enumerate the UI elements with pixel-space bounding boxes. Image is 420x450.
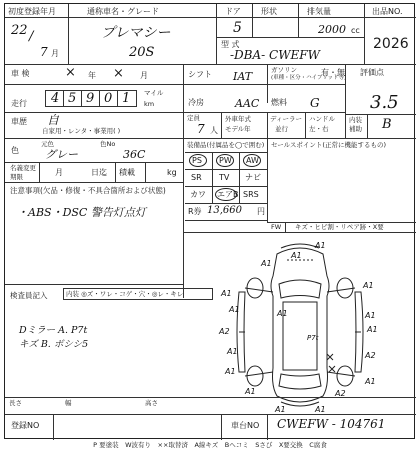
dealer-label: ディーラー bbox=[270, 115, 302, 123]
notes-line-1: ・ABS・DSC 警告灯点灯 bbox=[17, 206, 146, 219]
score-label: 評価点 bbox=[360, 68, 384, 77]
capacity-value: 7 bbox=[197, 122, 205, 136]
mileage-digit-1: 4 bbox=[51, 91, 60, 106]
equip-pw: PW bbox=[219, 156, 232, 165]
color-value: グレー bbox=[45, 148, 78, 161]
doors-value: 5 bbox=[233, 20, 242, 36]
exhibit-no-value: 2026 bbox=[373, 36, 409, 52]
damage-mark-17: A1 bbox=[245, 387, 256, 396]
mileage-digit-5: 1 bbox=[122, 91, 131, 106]
equip-aw: AW bbox=[246, 156, 259, 165]
damage-mark-12: A1 bbox=[225, 367, 236, 376]
name-change-label: 名義変更 bbox=[10, 164, 36, 172]
damage-mark-10: A1 bbox=[227, 347, 238, 356]
damage-mark-7: A1 bbox=[365, 311, 376, 320]
shaken-label: 車 検 bbox=[11, 69, 30, 78]
equip-tv: TV bbox=[219, 173, 230, 182]
chassis-label: 車台NO bbox=[231, 421, 260, 430]
diagram-note: P7t bbox=[307, 334, 319, 342]
sales-point-title: セールスポイント(正常に機能するもの) bbox=[271, 141, 386, 149]
shaken-year-value: × bbox=[65, 65, 76, 80]
aircon-label: 冷房 bbox=[188, 98, 204, 107]
mileage-digit-2: 5 bbox=[68, 91, 77, 106]
model-label: 型 式 bbox=[221, 40, 240, 49]
chassis-value: CWEFW - 104761 bbox=[277, 417, 386, 431]
capacity-unit: 人 bbox=[210, 126, 218, 135]
deadline-label: 期限 bbox=[10, 173, 23, 181]
history-label: 車歴 bbox=[11, 117, 27, 126]
loaded-label: 積載 bbox=[119, 168, 135, 177]
notes-title: 注意事項(欠品・修復・不具合箇所および状態) bbox=[10, 186, 166, 195]
equip-srs: SRS bbox=[243, 190, 259, 199]
mileage-unit: マイル bbox=[144, 89, 164, 97]
car-name-value: プレマシー bbox=[101, 25, 171, 41]
handle-label: ハンドル bbox=[309, 115, 335, 123]
equip-leather: カワ bbox=[190, 190, 206, 199]
damage-mark-13: A1 bbox=[365, 377, 376, 386]
damage-mark-9: A1 bbox=[367, 325, 378, 334]
damage-mark-15: A1 bbox=[315, 405, 326, 414]
inspector-line-1: Dミラー A. P7t bbox=[19, 325, 88, 336]
reg-no-label: 登録NO bbox=[11, 421, 40, 430]
damage-mark-3: A1 bbox=[291, 251, 302, 260]
handle-value: 左・右 bbox=[309, 125, 329, 133]
equip-navi: ナビ bbox=[245, 173, 261, 182]
damage-mark-6: A1 bbox=[229, 305, 240, 314]
kg-label: kg bbox=[167, 168, 177, 177]
equipment-grid bbox=[185, 152, 267, 222]
damage-mark-16: A2 bbox=[335, 389, 346, 398]
mileage-label: 走行 bbox=[11, 99, 27, 108]
equip-ps: PS bbox=[192, 156, 202, 165]
damage-mark-4: A1 bbox=[221, 289, 232, 298]
displacement-label: 排気量 bbox=[307, 7, 331, 16]
damage-mark-14: A1 bbox=[275, 405, 286, 414]
height-label: 高さ bbox=[145, 399, 158, 407]
interior-sub: 補助 bbox=[349, 125, 362, 133]
mileage-digit-4: 0 bbox=[104, 91, 113, 106]
damage-mark-18: A1 bbox=[277, 309, 288, 318]
fuel-type-label: ガソリン bbox=[271, 66, 297, 74]
interior-label: 内装 bbox=[349, 116, 362, 124]
first-reg-label: 初度登録年月 bbox=[8, 7, 56, 16]
length-label: 長さ bbox=[9, 399, 22, 407]
capacity-label: 定員 bbox=[187, 114, 200, 122]
r-ticket-unit: 円 bbox=[257, 207, 265, 216]
first-reg-sep: / bbox=[29, 29, 34, 44]
equip-airbag: エアB bbox=[217, 190, 239, 199]
grade-value: 20S bbox=[129, 45, 155, 60]
doors-label: ドア bbox=[225, 7, 241, 16]
color-label: 色 bbox=[11, 146, 19, 155]
first-reg-year: 22 bbox=[11, 23, 28, 38]
fuel-presence: 有・無 bbox=[321, 68, 345, 77]
aircon-value: AAC bbox=[235, 97, 260, 110]
interior-value: B bbox=[382, 117, 392, 132]
shift-label: シフト bbox=[188, 70, 212, 79]
inspector-options: 内装 ◎ズ・ワレ・コゲ・穴・◎レ・キレ bbox=[66, 290, 184, 298]
history-value: 自 bbox=[47, 113, 60, 127]
shaken-year-label: 年 bbox=[88, 71, 96, 80]
color-no-label: 色No bbox=[100, 140, 116, 148]
car-name-label: 通称車名・グレード bbox=[87, 7, 159, 16]
model-year-label: 外車年式 bbox=[225, 115, 251, 123]
r-ticket-label: R券 bbox=[188, 207, 202, 216]
damage-mark-2: A1 bbox=[315, 241, 326, 250]
shaken-month-value: × bbox=[113, 66, 124, 81]
fw-label: FW bbox=[271, 223, 282, 231]
model-year-sub: モデル年 bbox=[225, 125, 251, 133]
damage-mark-1: A1 bbox=[261, 259, 272, 268]
first-reg-month: 7 bbox=[40, 45, 48, 59]
shift-value: IAT bbox=[233, 70, 253, 83]
damage-code-legend: P 要塗装 W波有り ××取替済 A線キズ Bへコミ Sさび X要交換 C腐食 bbox=[93, 441, 327, 449]
deadline-month: 月 bbox=[55, 168, 63, 177]
displacement-value: 2000 bbox=[318, 23, 346, 36]
shape-label: 形状 bbox=[261, 7, 277, 16]
width-label: 幅 bbox=[65, 399, 72, 407]
equip-sr: SR bbox=[191, 173, 202, 182]
damage-mark-5: A1 bbox=[363, 281, 374, 290]
deadline-day: 日迄 bbox=[91, 168, 107, 177]
inspector-line-2: キズ B. ボシシ5 bbox=[19, 339, 89, 350]
fuel-type-note: (車種・区分・ハイブリッド等) bbox=[271, 75, 347, 81]
mileage-unit-km: km bbox=[144, 100, 155, 108]
equipment-title: 装備品(付属品を◯で囲む) bbox=[187, 141, 265, 149]
diagram-legend-header: キズ・ヒビ割・リペア跡・X要 bbox=[295, 223, 384, 231]
damage-mark-8: A2 bbox=[219, 327, 230, 336]
damage-mark-11: A2 bbox=[365, 351, 376, 360]
original-color-label: 元色 bbox=[41, 140, 54, 148]
auction-sheet bbox=[4, 3, 415, 439]
displacement-unit: cc bbox=[351, 26, 360, 35]
fuel-label: 燃料 bbox=[271, 98, 287, 107]
month-unit: 月 bbox=[51, 49, 59, 58]
fuel-value: G bbox=[310, 96, 320, 110]
model-value: -DBA- CWEFW bbox=[230, 48, 320, 62]
color-no-value: 36C bbox=[123, 148, 146, 161]
dealer-sub: 並行 bbox=[275, 125, 288, 133]
shaken-month-label: 月 bbox=[140, 71, 148, 80]
mileage-digit-3: 9 bbox=[86, 91, 95, 106]
exhibit-no-label: 出品NO. bbox=[372, 7, 403, 16]
score-value: 3.5 bbox=[370, 92, 399, 113]
history-note: 自家用・レンタ・事業用( ) bbox=[42, 127, 121, 135]
inspector-title: 検査員記入 bbox=[10, 291, 48, 300]
r-ticket-value: 13,660 bbox=[207, 205, 242, 216]
car-diagram bbox=[215, 236, 385, 414]
